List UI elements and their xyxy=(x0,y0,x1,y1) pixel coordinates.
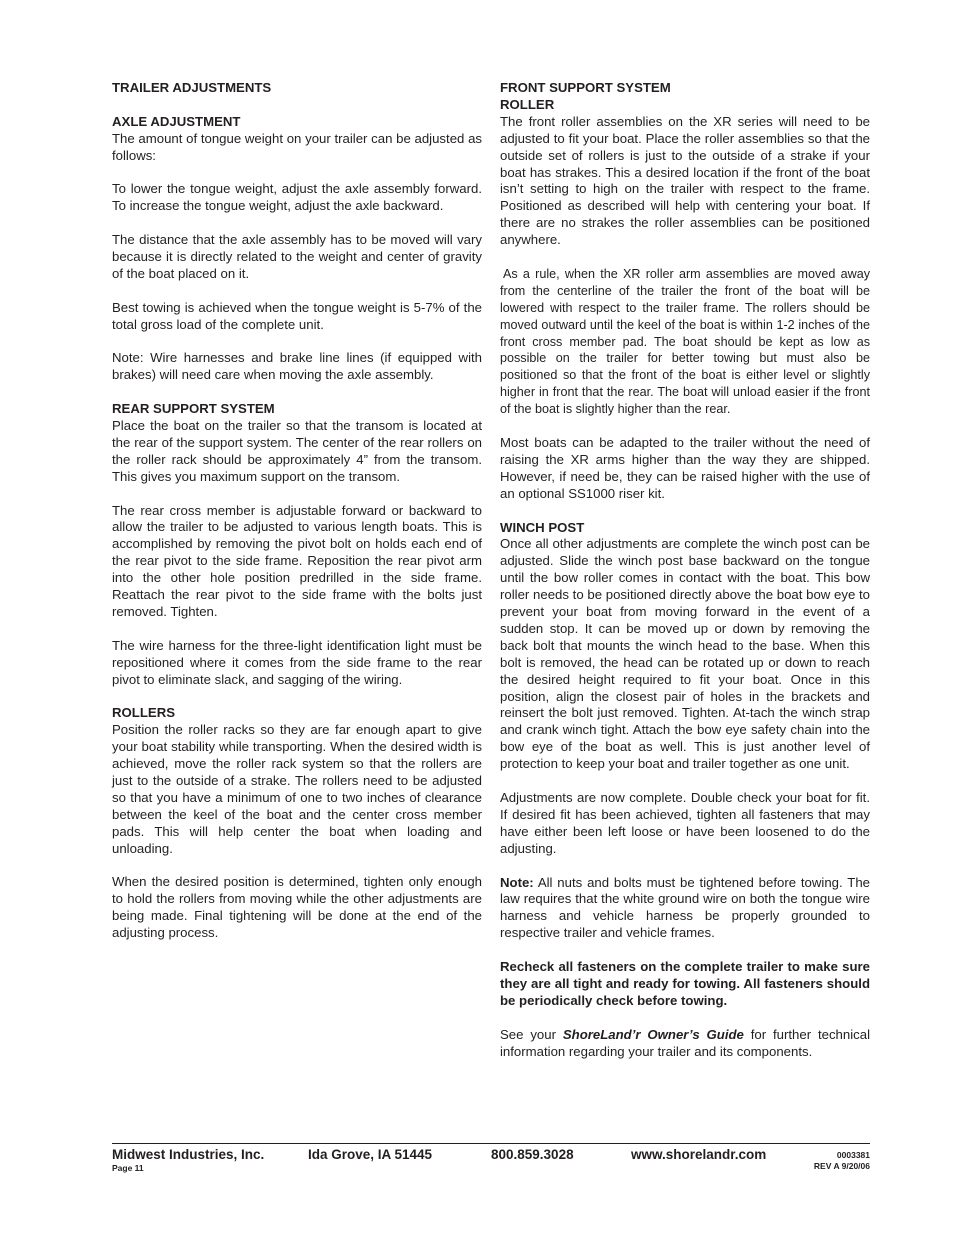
footer-company: Midwest Industries, Inc. xyxy=(112,1147,265,1162)
roller-subheading: ROLLER xyxy=(500,96,555,112)
axle-paragraph-1: The amount of tongue weight on your trailer can be adjusted as follows: xyxy=(112,130,482,163)
left-column xyxy=(112,80,482,959)
winch-paragraph-1: Once all other adjustments are complete the winch post can be adjusted. Slide the winch post base backward on the tongue until the bow roller comes in contact with the boat. This bow roller needs to be positioned directly above the boat bow eye to prevent your boat from moving forward in the event of a sudden stop. It can be moved up or down by removing the back bolt that mounts the winch head to the base. When this bolt is removed, the head can be rotated up or down to reach the desired height required to fit your boat. Once in this position, align the closest pair of holes in the brackets and reinsert the bolt just removed. Tighten. At-tach the winch strap and crank winch tight. Attach the bow eye safety chain into the bow eye of the boat as well. This is just another level of protection to keep your boat and trailer together as one unit. xyxy=(500,536,870,772)
note-text: All nuts and bolts must be tightened before towing. The law requires that the white ground wire on both the tongue wire harness and vehicle harness be properly grounded to respective trailer and vehicle frames. xyxy=(500,874,870,941)
winch-paragraph-2: Adjustments are now complete. Double check your boat for fit. If desired fit has been achieved, tighten all fasteners that may have either been left loose or have been loosened to do the adjusting. xyxy=(500,790,870,856)
axle-paragraph-3: The distance that the axle assembly has to be moved will vary because it is directly related to the weight and center of gravity of the boat placed on it. xyxy=(112,232,482,281)
winch-post-heading: WINCH POST xyxy=(500,519,585,535)
front-support-heading: FRONT SUPPORT SYSTEM xyxy=(500,80,671,95)
towing-note xyxy=(500,875,870,943)
footer-website: www.shorelandr.com xyxy=(631,1147,767,1162)
footer-city: Ida Grove, IA 51445 xyxy=(308,1147,433,1162)
guide-ref-prefix: See your xyxy=(500,1026,563,1042)
footer-divider xyxy=(112,1143,870,1144)
revision-date: REV A 9/20/06 xyxy=(813,1161,870,1171)
section-title: TRAILER ADJUSTMENTS xyxy=(112,80,272,95)
rear-paragraph-2: The rear cross member is adjustable forward or backward to allow the trailer to be adjusted to various length boats. This is accomplished by removing the pivot bolt on holds each end of the rear pivot to the side frame. Reposition the rear pivot arm into the other hole position predrilled in the side frame. Reattach the rear pivot to the side frame with the bolts just removed. Tighten. xyxy=(112,502,482,619)
axle-note-paragraph: Note: Wire harnesses and brake line lines (if equipped with brakes) will need care when moving the axle assembly. xyxy=(112,350,482,383)
axle-paragraph-4: Best towing is achieved when the tongue weight is 5-7% of the total gross load of the complete unit. xyxy=(112,299,482,332)
rollers-heading: ROLLERS xyxy=(112,705,176,721)
right-column xyxy=(500,80,870,1077)
front-paragraph-3: Most boats can be adapted to the trailer without the need of raising the XR arms higher than the way they are shipped. However, if need be, they can be raised higher with the use of an optional SS1000 riser kit. xyxy=(500,435,870,501)
rollers-paragraph-2: When the desired position is determined, tighten only enough to hold the rollers from moving while the other adjustments are being made. Final tightening will be done at the end of the adjusting process. xyxy=(112,874,482,941)
rear-paragraph-3: The wire harness for the three-light identification light must be repositioned where it comes from the side frame to the rear pivot to eliminate slack, and sagging of the wiring. xyxy=(112,637,482,687)
rollers-paragraph-1: Position the roller racks so they are far enough apart to give your boat stability while transporting. When the desired width is achieved, move the roller rack system so that the rollers are just to the outside of a strake. The rollers need to be adjusted so that you have a minimum of one to two inches of clearance between the keel of the boat and the center cross member pads. This will help center the boat when loading and unloading. xyxy=(112,722,482,856)
rear-support-heading: REAR SUPPORT SYSTEM xyxy=(112,401,275,417)
axle-adjustment-heading: AXLE ADJUSTMENT xyxy=(112,113,241,129)
footer-phone: 800.859.3028 xyxy=(491,1147,574,1162)
recheck-warning: Recheck all fasteners on the complete trailer to make sure they are all tight and ready for towing. All fasteners should be periodically check before towing. xyxy=(500,959,870,1008)
document-number: 0003381 xyxy=(836,1150,870,1160)
guide-ref-suffix: for further technical information regarding your trailer and its components. xyxy=(500,1026,871,1059)
front-paragraph-2: As a rule, when the XR roller arm assemblies are moved away from the centerline of the trailer the front of the boat will be lowered with respect to the trailer frame. The rollers should be moved outward until the keel of the boat is within 1-2 inches of the front cross member pad. The boat should be kept as low as possible on the trailer for better towing but must also be positioned so that the front of the boat is either level or slightly higher in front that the rear. The boat will unload easier if the front of the boat is slightly higher than the rear. xyxy=(500,266,870,417)
axle-paragraph-2: To lower the tongue weight, adjust the axle assembly forward. To increase the tongue weight, adjust the axle backward. xyxy=(112,181,482,214)
note-label: Note: xyxy=(500,874,534,890)
rear-paragraph-1: Place the boat on the trailer so that the transom is located at the rear of the support system. The center of the rear rollers on the roller rack should be approximately 4” from the transom. This gives you maximum support on the transom. xyxy=(112,418,482,484)
owners-guide-reference xyxy=(500,1027,870,1061)
page-number: Page 11 xyxy=(112,1163,144,1173)
front-paragraph-1: The front roller assemblies on the XR series will need to be adjusted to fit your boat. Place the roller assemblies so that the outside set of rollers is just to the outside of a strake if your boat has strakes. This a desired location if the front of the boat isn’t setting to high on the trailer with respect to the frame. Positioned as described will help with centering your boat. If there are no strakes the roller assemblies can be positioned anywhere. xyxy=(500,113,870,248)
owners-guide-title: ShoreLand’r Owner’s Guide xyxy=(562,1026,744,1042)
